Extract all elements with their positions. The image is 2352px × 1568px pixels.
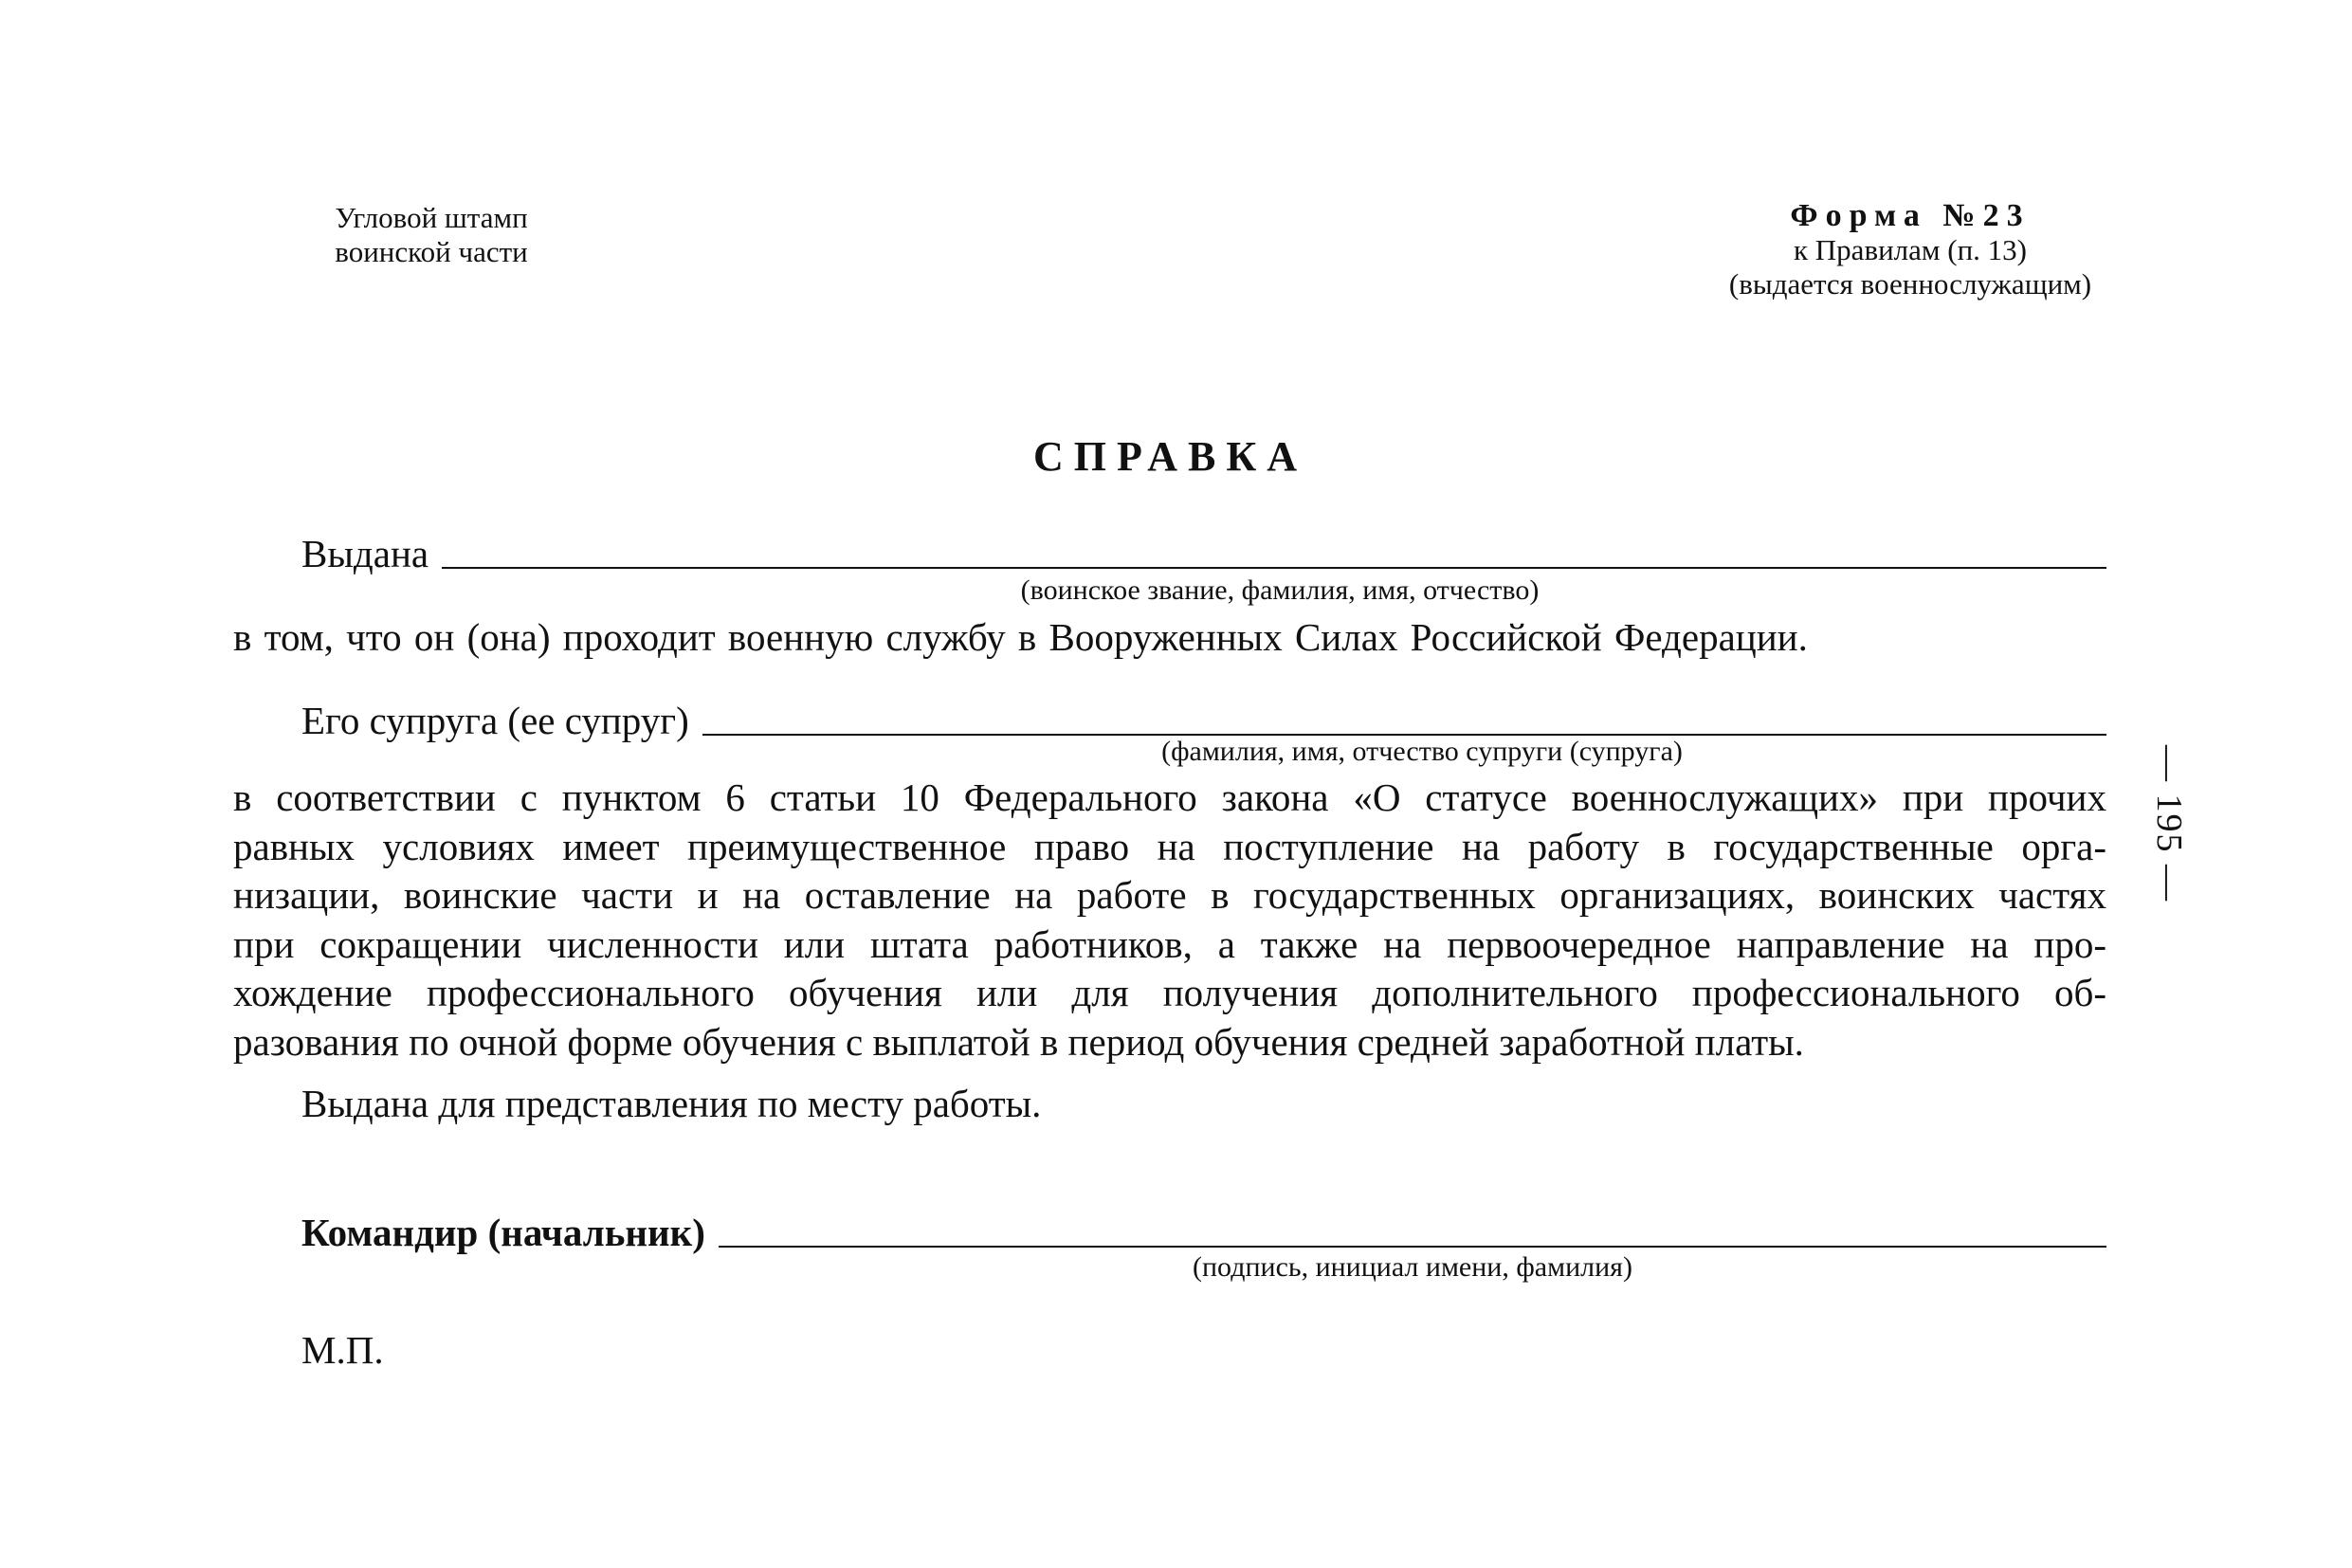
spouse-label: Его супруга (ее супруг) [301, 699, 689, 742]
commander-label: Командир (начальник) [301, 1211, 705, 1254]
document-title: СПРАВКА [1033, 433, 1308, 480]
body-line: равных условиях имеет преимущественное право на поступление на работу в государственные орга- [233, 824, 2106, 868]
issued-to-blank-line [442, 565, 2106, 569]
form-note: (выдается военнослужащим) [1728, 267, 2092, 301]
corner-stamp-label [275, 201, 588, 269]
body-line: разования по очной форме обучения с выплатой в период обучения средней заработной платы. [233, 1019, 1804, 1064]
commander-signature-line [719, 1244, 2106, 1248]
issued-to-caption: (воинское звание, фамилия, имя, отчество) [1020, 574, 1540, 606]
form-info [1631, 199, 2190, 301]
issued-to-label: Выдана [301, 532, 429, 575]
spouse-caption: (фамилия, имя, отчество супруги (супруга) [1161, 736, 1683, 767]
commander-row [301, 1210, 2106, 1255]
form-rule-reference: к Правилам (п. 13) [1793, 233, 2028, 266]
body-line: низации, воинские части и на оставление на работе в государственных организациях, воинских частях [233, 873, 2106, 917]
body-line: хождение профессионального обучения или для получения дополнительного профессионального об- [233, 971, 2106, 1014]
commander-caption: (подпись, инициал имени, фамилия) [1193, 1251, 1632, 1283]
body-line: при сокращении численности или штата работников, а также на первоочередное направление на про- [233, 921, 2106, 966]
stamp-line-1: Угловой штамп [335, 201, 528, 234]
stamp-line-2: воинской части [335, 235, 528, 268]
body-line: в соответствии с пунктом 6 статьи 10 Федерального закона «О статусе военнослужащих» при прочих [233, 775, 2106, 819]
form-number: Форма №23 [1790, 198, 2031, 233]
page-number-text: — 195 — [2149, 745, 2189, 903]
body-paragraph [233, 774, 2106, 1067]
service-statement: в том, что он (она) проходит военную службу в Вооруженных Силах Российской Федерации. [233, 615, 1808, 659]
issued-for-statement: Выдана для представления по месту работы. [301, 1082, 1042, 1125]
seal-place-label: М.П. [301, 1328, 384, 1372]
issued-to-row [301, 531, 2106, 576]
page-number [2112, 743, 2226, 904]
